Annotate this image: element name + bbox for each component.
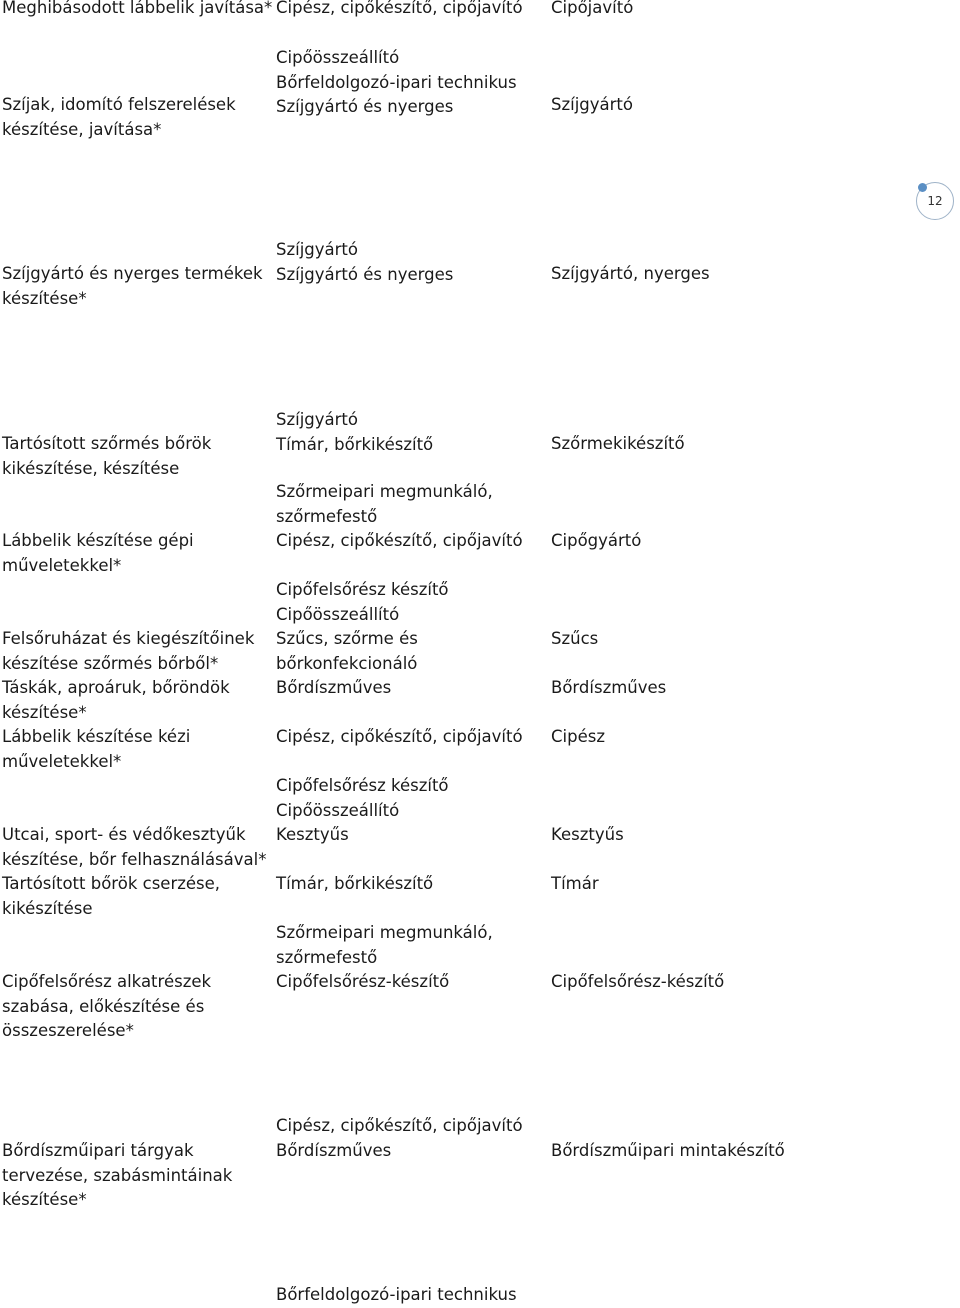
job-title-cell: Bőrdíszműves xyxy=(551,678,667,697)
activity-cell: Tartósított szőrmés bőrök kikészítése, készítése xyxy=(2,434,212,478)
job-title-cell: Tímár xyxy=(551,874,599,893)
job-title-cell: Cipőfelsőrész-készítő xyxy=(551,972,725,991)
activity-cell: Táskák, aproáruk, bőröndök készítése* xyxy=(2,678,230,722)
qualification-cell: Cipőfelsőrész készítő Cipőösszeállító Szűcs, szőrme és bőrkonfekcionáló Bőrdíszműves xyxy=(276,580,449,697)
qualification-cell: Cipész, cipőkészítő, cipőjavító xyxy=(276,0,523,17)
qualification-cell: Cipőösszeállító Bőrfeldolgozó-ipari technikus Szíjgyártó és nyerges xyxy=(276,48,517,116)
qualification-cell: Szíjgyártó Tímár, bőrkikészítő xyxy=(276,410,434,454)
activity-cell: Szíjgyártó és nyerges termékek készítése* xyxy=(2,264,263,308)
qualification-cell: Cipész, cipőkészítő, cipőjavító Bőrdíszműves xyxy=(276,1116,523,1160)
activity-cell: Meghibásodott lábbelik javítása* xyxy=(2,0,273,17)
activity-cell: Lábbelik készítése kézi műveletekkel* xyxy=(2,727,191,771)
job-title-cell: Kesztyűs xyxy=(551,825,624,844)
activity-cell: Bőrdíszműipari tárgyak tervezése, szabásmintáinak készítése* xyxy=(2,1141,233,1209)
job-title-cell: Bőrdíszműipari mintakészítő xyxy=(551,1141,785,1160)
activity-cell: Tartósított bőrök cserzése, kikészítése xyxy=(2,874,221,918)
qualification-cell: Cipőfelsőrész készítő Cipőösszeállító Kesztyűs xyxy=(276,776,449,844)
activity-cell: Felsőruházat és kiegészítőinek készítése szőrmés bőrből* xyxy=(2,629,255,673)
qualification-cell: Szíjgyártó Szíjgyártó és nyerges xyxy=(276,240,454,284)
job-title-cell: Cipész xyxy=(551,727,605,746)
qualification-cell: Szőrmeipari megmunkáló, szőrmefestő Cipőfelsőrész-készítő xyxy=(276,923,493,991)
job-title-cell: Szűcs xyxy=(551,629,599,648)
qualification-cell: Tímár, bőrkikészítő xyxy=(276,874,434,893)
job-title-cell: Szőrmekikészítő xyxy=(551,434,685,453)
qualification-cell: Cipész, cipőkészítő, cipőjavító xyxy=(276,727,523,746)
job-title-cell: Cipőgyártó xyxy=(551,531,642,550)
job-title-cell: Szíjgyártó, nyerges xyxy=(551,264,710,283)
qualification-cell: Bőrfeldolgozó-ipari technikus xyxy=(276,1285,517,1304)
activity-cell: Utcai, sport- és védőkesztyűk készítése, bőr felhasználásával* xyxy=(2,825,267,869)
badge-dot-icon xyxy=(918,183,927,192)
job-title-cell: Szíjgyártó xyxy=(551,95,634,114)
activity-cell: Cipőfelsőrész alkatrészek szabása, előkészítése és összeszerelése* xyxy=(2,972,212,1040)
activity-cell: Szíjak, idomító felszerelések készítése, javítása* xyxy=(2,95,236,139)
activity-cell: Lábbelik készítése gépi műveletekkel* xyxy=(2,531,194,575)
job-title-cell: Cipőjavító xyxy=(551,0,634,17)
qualification-cell: Szőrmeipari megmunkáló, szőrmefestő Cipész, cipőkészítő, cipőjavító xyxy=(276,482,523,550)
page-number: 12 xyxy=(927,194,943,208)
